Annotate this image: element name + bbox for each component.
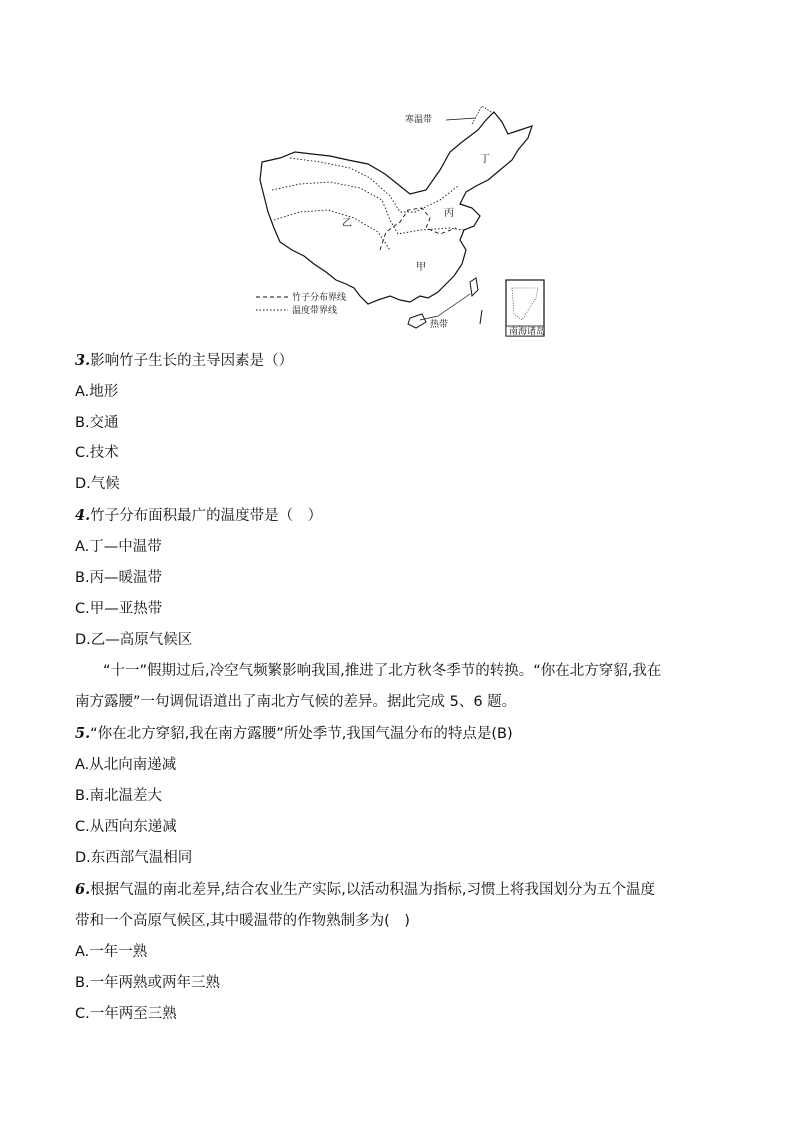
legend-temp-text: 温度带界线 <box>292 306 338 316</box>
island-mark <box>480 310 482 324</box>
inset-label: 南海诸岛 <box>509 327 546 337</box>
question-text: “你在北方穿貂,我在南方露腰”所处季节,我国气温分布的特点是(B) <box>90 726 513 742</box>
question-number: 5. <box>75 725 91 742</box>
question-4-stem <box>75 506 322 526</box>
option-3c: C.技术 <box>75 445 119 461</box>
china-outline <box>260 112 532 304</box>
cold-zone-label: 寒温带 <box>405 115 433 125</box>
option-4b: B.丙—暖温带 <box>75 570 163 586</box>
temperature-boundary-3 <box>274 210 390 250</box>
zone-label-bing: 丙 <box>444 208 454 219</box>
question-6-stem-line-1 <box>75 880 655 900</box>
china-map-figure <box>250 100 550 340</box>
option-4c: C.甲—亚热带 <box>75 601 163 617</box>
option-3d: D.气候 <box>75 476 120 492</box>
question-text: 竹子分布面积最广的温度带是（ ） <box>90 508 323 524</box>
passage-line-1: “十一”假期过后,冷空气频繁影响我国,推进了北方秋冬季节的转换。“你在北方穿貂,我在 <box>103 663 662 679</box>
question-5-stem <box>75 724 513 744</box>
option-5d: D.东西部气温相同 <box>75 850 193 866</box>
question-6-stem-line-2: 带和一个高原气候区,其中暖温带的作物熟制多为( ) <box>75 913 410 929</box>
option-3b: B.交通 <box>75 415 119 431</box>
option-3a: A.地形 <box>75 384 119 400</box>
south-china-sea-inset <box>506 280 545 337</box>
zone-label-ding: 丁 <box>480 154 490 165</box>
option-6b: B.一年两熟或两年三熟 <box>75 975 221 991</box>
question-3-stem <box>75 351 293 371</box>
question-number: 6. <box>75 881 91 898</box>
temperature-boundary-1 <box>290 158 458 212</box>
passage-line-2: 南方露腰”一句调侃语道出了南北方气候的差异。据此完成 5、6 题。 <box>75 694 517 710</box>
legend-bamboo-text: 竹子分布界线 <box>292 293 347 303</box>
cold-zone-pointer <box>446 118 476 120</box>
china-map-svg <box>250 100 550 340</box>
tropical-label: 热带 <box>430 320 449 330</box>
zone-label-yi: 乙 <box>342 218 352 229</box>
question-text: 影响竹子生长的主导因素是（） <box>90 353 294 369</box>
option-6a: A.一年一熟 <box>75 944 148 960</box>
taiwan-island <box>470 278 478 296</box>
option-5b: B.南北温差大 <box>75 788 163 804</box>
question-text: 根据气温的南北差异,结合农业生产实际,以活动积温为指标,习惯上将我国划分为五个温度 <box>90 882 655 898</box>
question-number: 3. <box>75 352 91 369</box>
question-number: 4. <box>75 507 91 524</box>
option-6c: C.一年两至三熟 <box>75 1006 177 1022</box>
hainan-island <box>408 314 426 328</box>
option-4a: A.丁—中温带 <box>75 539 162 555</box>
option-4d: D.乙—高原气候区 <box>75 632 193 648</box>
zone-label-jia: 甲 <box>416 262 426 273</box>
option-5c: C.从西向东递减 <box>75 819 177 835</box>
option-5a: A.从北向南递减 <box>75 757 177 773</box>
tropical-pointer-2 <box>438 294 470 316</box>
